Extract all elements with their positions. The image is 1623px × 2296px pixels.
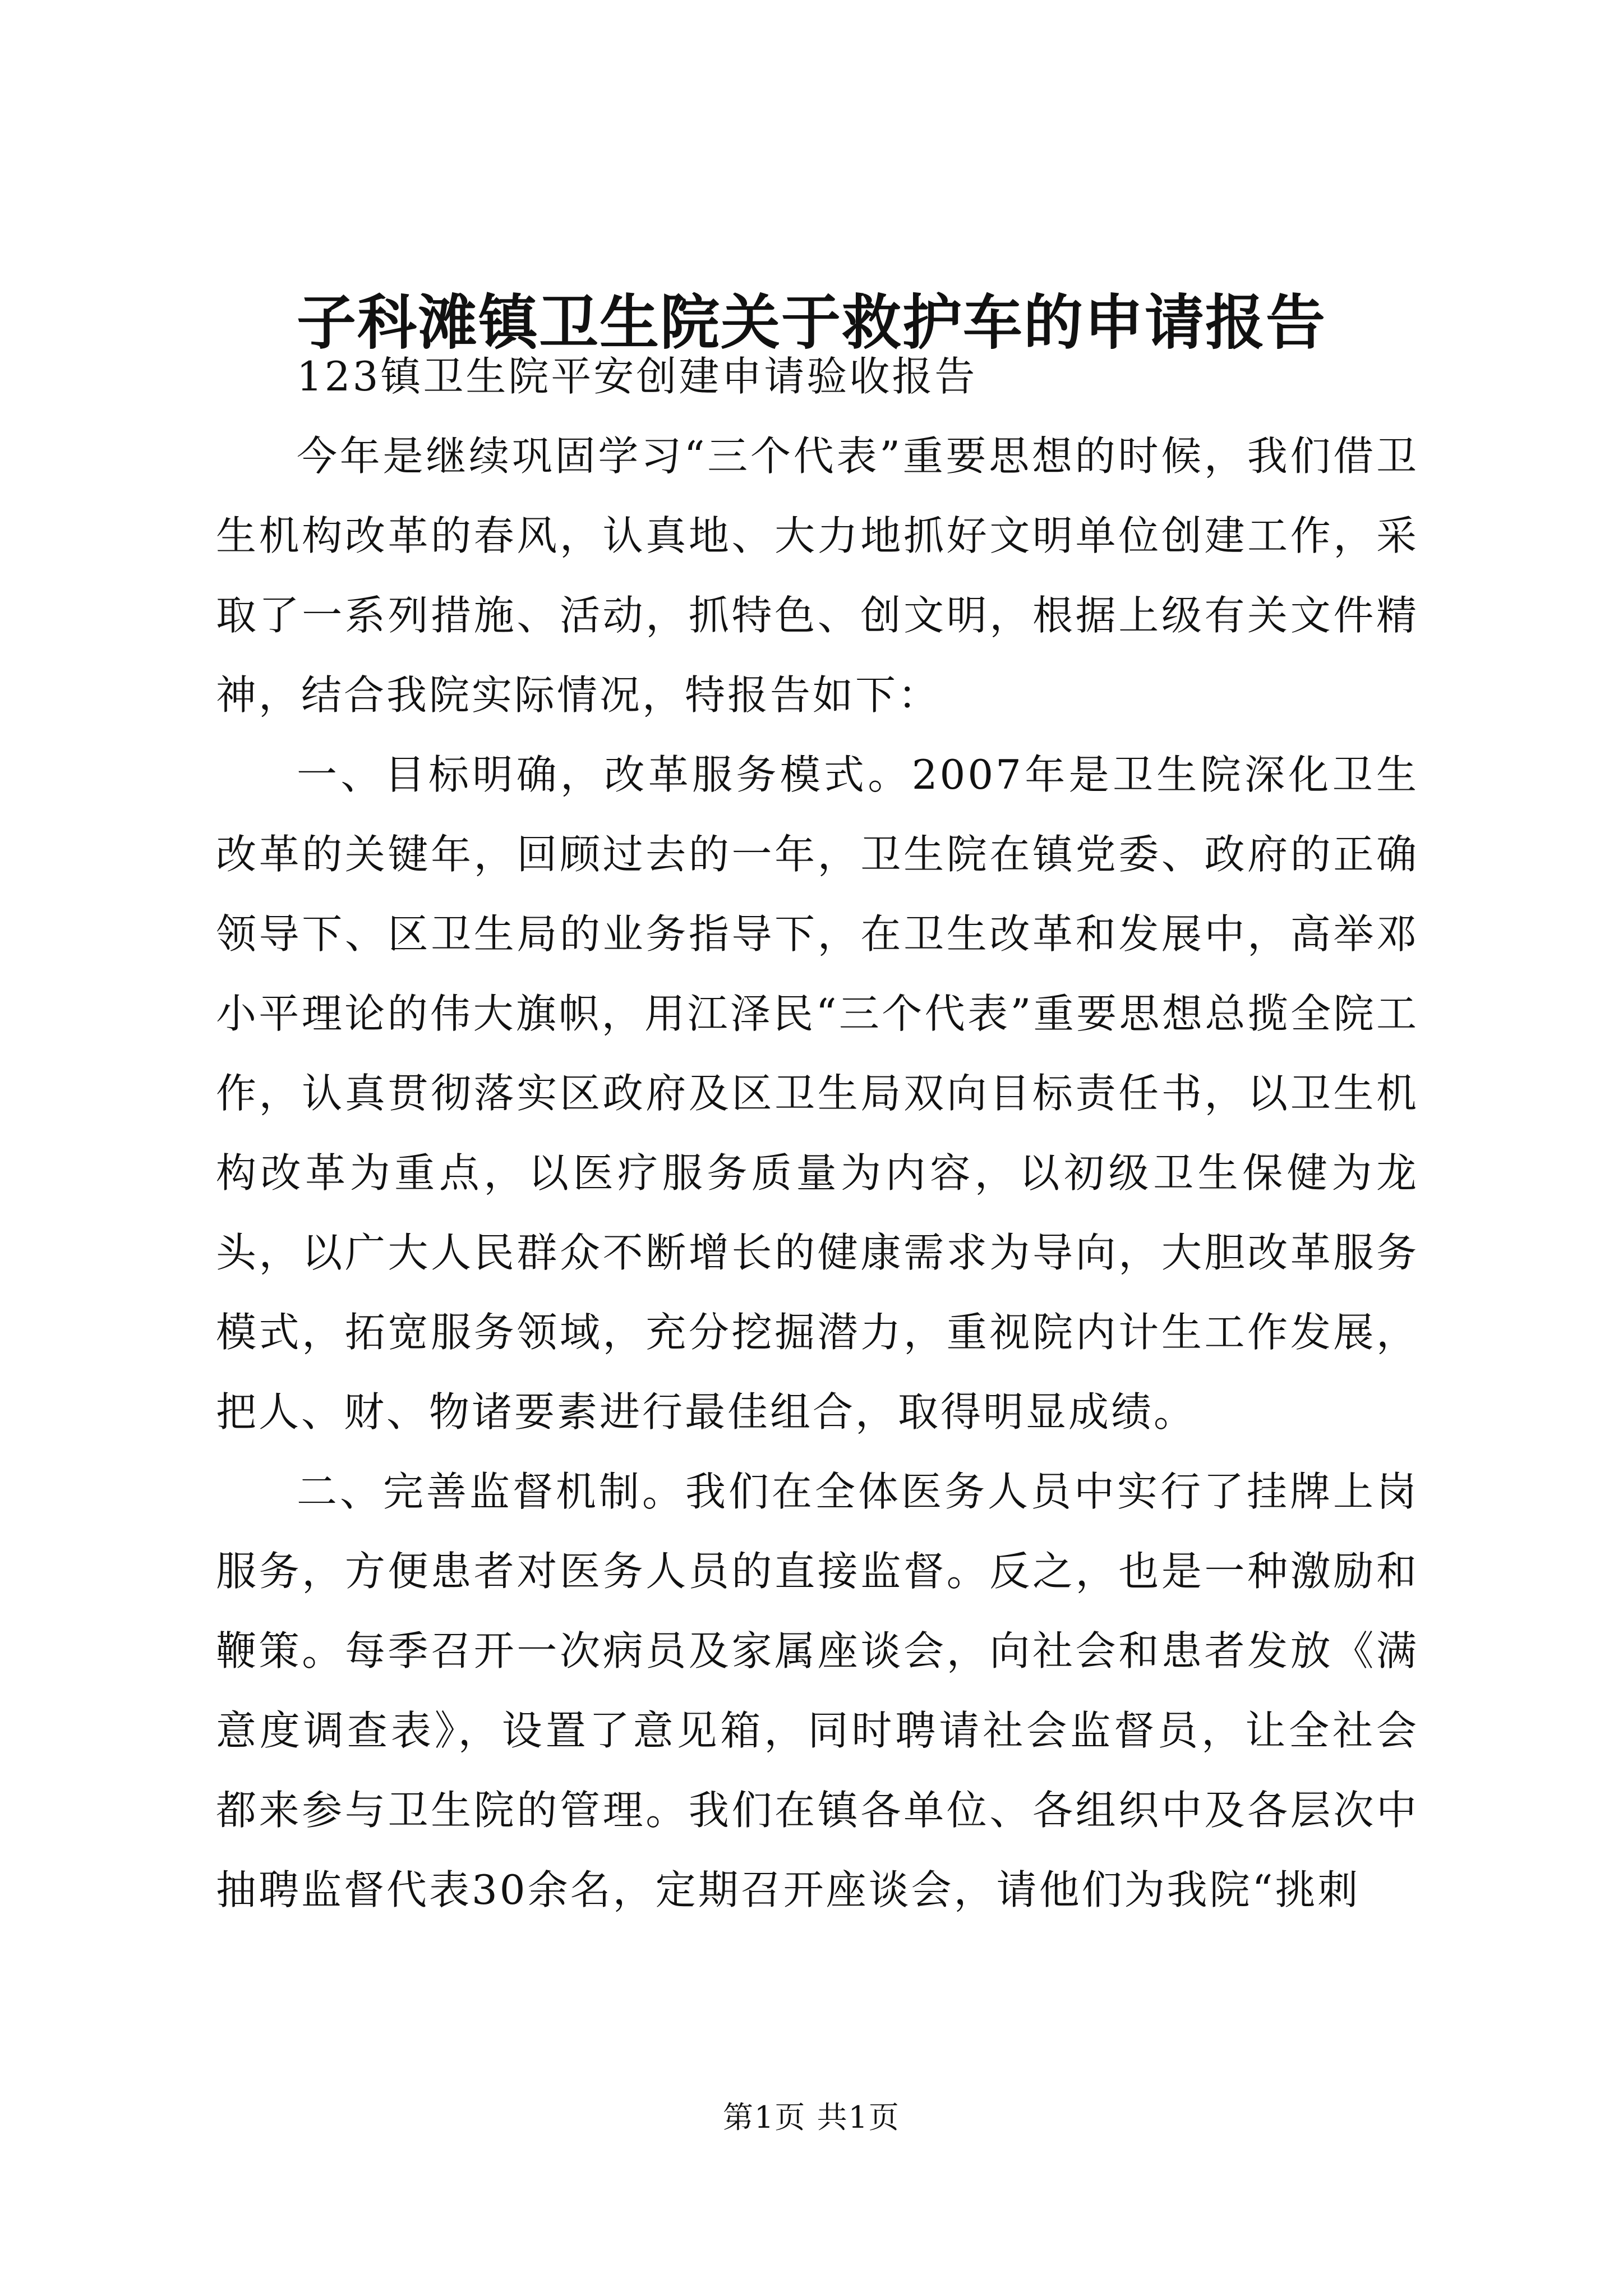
paragraph-section-2: 二、完善监督机制。我们在全体医务人员中实行了挂牌上岗服务，方便患者对医务人员的直接监督。反之，也是一种激励和鞭策。每季召开一次病员及家属座谈会，向社会和患者发放《满意度调查表》，设置了意见箱，同时聘请社会监督员，让全社会都来参与卫生院的管理。我们在镇各单位、各组织中及各层次中抽聘监督代表30余名，定期召开座谈会，请他们为我院“挑刺 xyxy=(216,1468,1419,1913)
document-title: 子科滩镇卫生院关于救护车的申请报告 xyxy=(297,287,1326,357)
document-subtitle: 123镇卫生院平安创建申请验收报告 xyxy=(297,353,978,400)
document-body xyxy=(216,337,1419,1930)
paragraph-section-1: 一、目标明确，改革服务模式。2007年是卫生院深化卫生改革的关键年，回顾过去的一年，卫生院在镇党委、政府的正确领导下、区卫生局的业务指导下，在卫生改革和发展中，高举邓小平理论的伟大旗帜，用江泽民“三个代表”重要思想总揽全院工作，认真贯彻落实区政府及区卫生局双向目标责任书，以卫生机构改革为重点，以医疗服务质量为内容，以初级卫生保健为龙头，以广大人民群众不断增长的健康需求为导向，大胆改革服务模式，拓宽服务领域，充分挖掘潜力，重视院内计生工作发展，把人、财、物诸要素进行最佳组合，取得明显成绩。 xyxy=(216,751,1419,1435)
paragraph-intro: 今年是继续巩固学习“三个代表”重要思想的时候，我们借卫生机构改革的春风，认真地、大力地抓好文明单位创建工作，采取了一系列措施、活动，抓特色、创文明，根据上级有关文件精神，结合我院实际情况，特报告如下： xyxy=(216,432,1419,719)
page-number-footer: 第1页 共1页 xyxy=(723,2100,900,2135)
